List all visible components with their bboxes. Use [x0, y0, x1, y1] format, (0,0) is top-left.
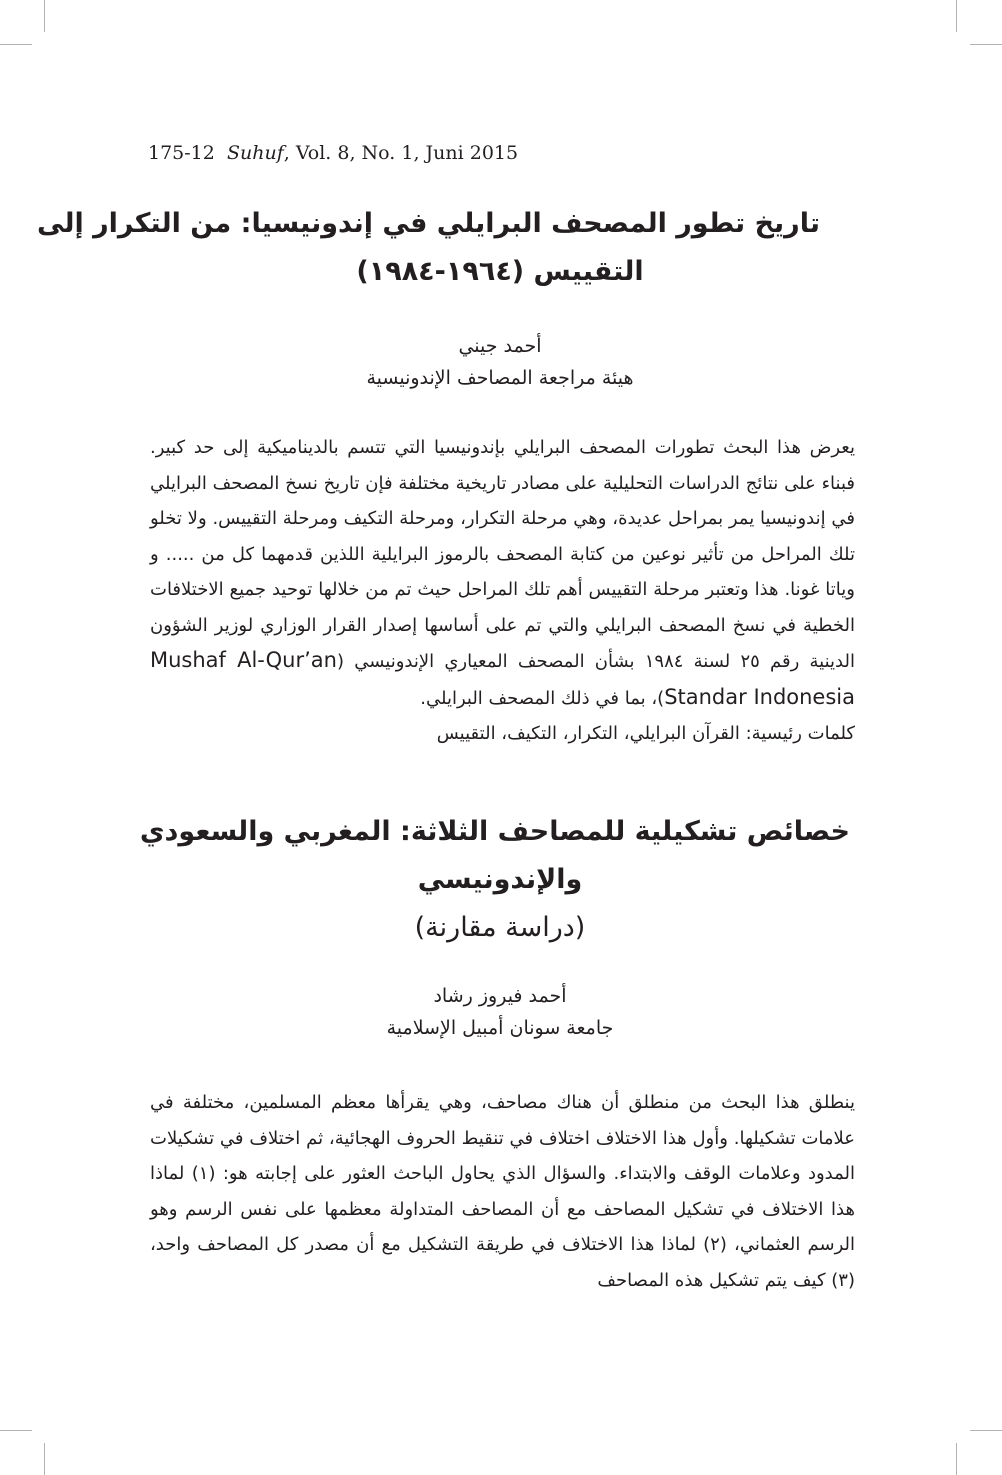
crop-mark: [44, 1443, 45, 1475]
crop-mark: [970, 44, 1002, 45]
article1-abstract-text: [150, 430, 855, 716]
article2-title-line1: خصائص تشكيلية للمصاحف الثلاثة: المغربي والسعودي: [139, 816, 850, 847]
article1-abstract-main: يعرض هذا البحث تطورات المصحف البرايلي بإندونيسيا التي تتسم بالديناميكية إلى حد كبير. فبناء على نتائج الدراسات التحليلية على مصادر تاريخية مختلفة فإن تاريخ نسخ المصحف البرايلي في إندونيسيا يمر بمراحل عديدة، وهي مرحلة التكرار، ومرحلة التكيف ومرحلة التقييس. ولا تخلو تلك المراحل من تأثير نوعين من كتابة المصحف بالرموز البرايلية اللذين قدمهما كل من ..... و وياتا غونا. هذا وتعتبر مرحلة التقييس أهم تلك المراحل حيث تم من خلالها توحيد جميع الاختلافات الخطية في نسخ المصحف البرايلي والتي تم على أساسها إصدار القرار الوزاري لوزير الشؤون الدينية رقم ٢٥ لسنة ١٩٨٤ بشأن المصحف المعياري الإندونيسي (: [150, 437, 855, 672]
article1-title-line1: تاريخ تطور المصحف البرايلي في إندونيسيا: من التكرار إلى: [37, 208, 820, 239]
crop-mark: [956, 1443, 957, 1475]
crop-mark: [970, 1430, 1002, 1431]
article1-title: [37, 200, 820, 296]
article1-abstract-latin: Mushaf Al-Qur’an Standar Indonesia: [150, 648, 855, 709]
crop-mark: [0, 44, 32, 45]
journal-name: Suhuf: [226, 142, 284, 164]
article2-author-block: [250, 980, 750, 1044]
article2-affiliation: جامعة سونان أمبيل الإسلامية: [386, 1017, 614, 1039]
running-header: [148, 142, 518, 164]
citation: , Vol. 8, No. 1, Juni 2015: [283, 142, 519, 164]
crop-mark: [44, 0, 45, 32]
article1-abstract: [150, 430, 855, 752]
article2-title-line2: والإندونيسي: [417, 864, 583, 895]
article1-author: أحمد جيني: [458, 335, 542, 357]
article2-title: [139, 808, 850, 952]
article1-keywords: كلمات رئيسية: القرآن البرايلي، التكرار، التكيف، التقييس: [436, 723, 855, 744]
article2-abstract-text: ينطلق هذا البحث من منطلق أن هناك مصاحف، وهي يقرأها معظم المسلمين، مختلفة في علامات تشكيلها. وأول هذا الاختلاف اختلاف في تنقيط الحروف الهجائية، ثم اختلاف في تشكيلات المدود وعلامات الوقف والابتداء. والسؤال الذي يحاول الباحث العثور على إجابته هو: (١) لماذا هذا الاختلاف في تشكيل المصاحف مع أن المصاحف المتداولة معظمها على نفس الرسم وهو الرسم العثماني، (٢) لماذا هذا الاختلاف في طريقة التشكيل مع أن مصدر كل المصاحف واحد، (٣) كيف يتم تشكيل هذه المصاحف: [150, 1092, 855, 1291]
article1-title-line2: التقييس (١٩٦٤-١٩٨٤): [356, 256, 644, 287]
article2-author: أحمد فيروز رشاد: [433, 985, 567, 1007]
article2-abstract: [150, 1085, 855, 1298]
page-range: 175-12: [148, 142, 215, 164]
crop-mark: [0, 1430, 32, 1431]
article1-affiliation: هيئة مراجعة المصاحف الإندونيسية: [366, 367, 634, 389]
article1-author-block: [250, 330, 750, 394]
article1-abstract-end: )، بما في ذلك المصحف البرايلي.: [420, 687, 665, 709]
crop-mark: [956, 0, 957, 32]
article2-title-line3: (دراسة مقارنة): [414, 912, 586, 943]
